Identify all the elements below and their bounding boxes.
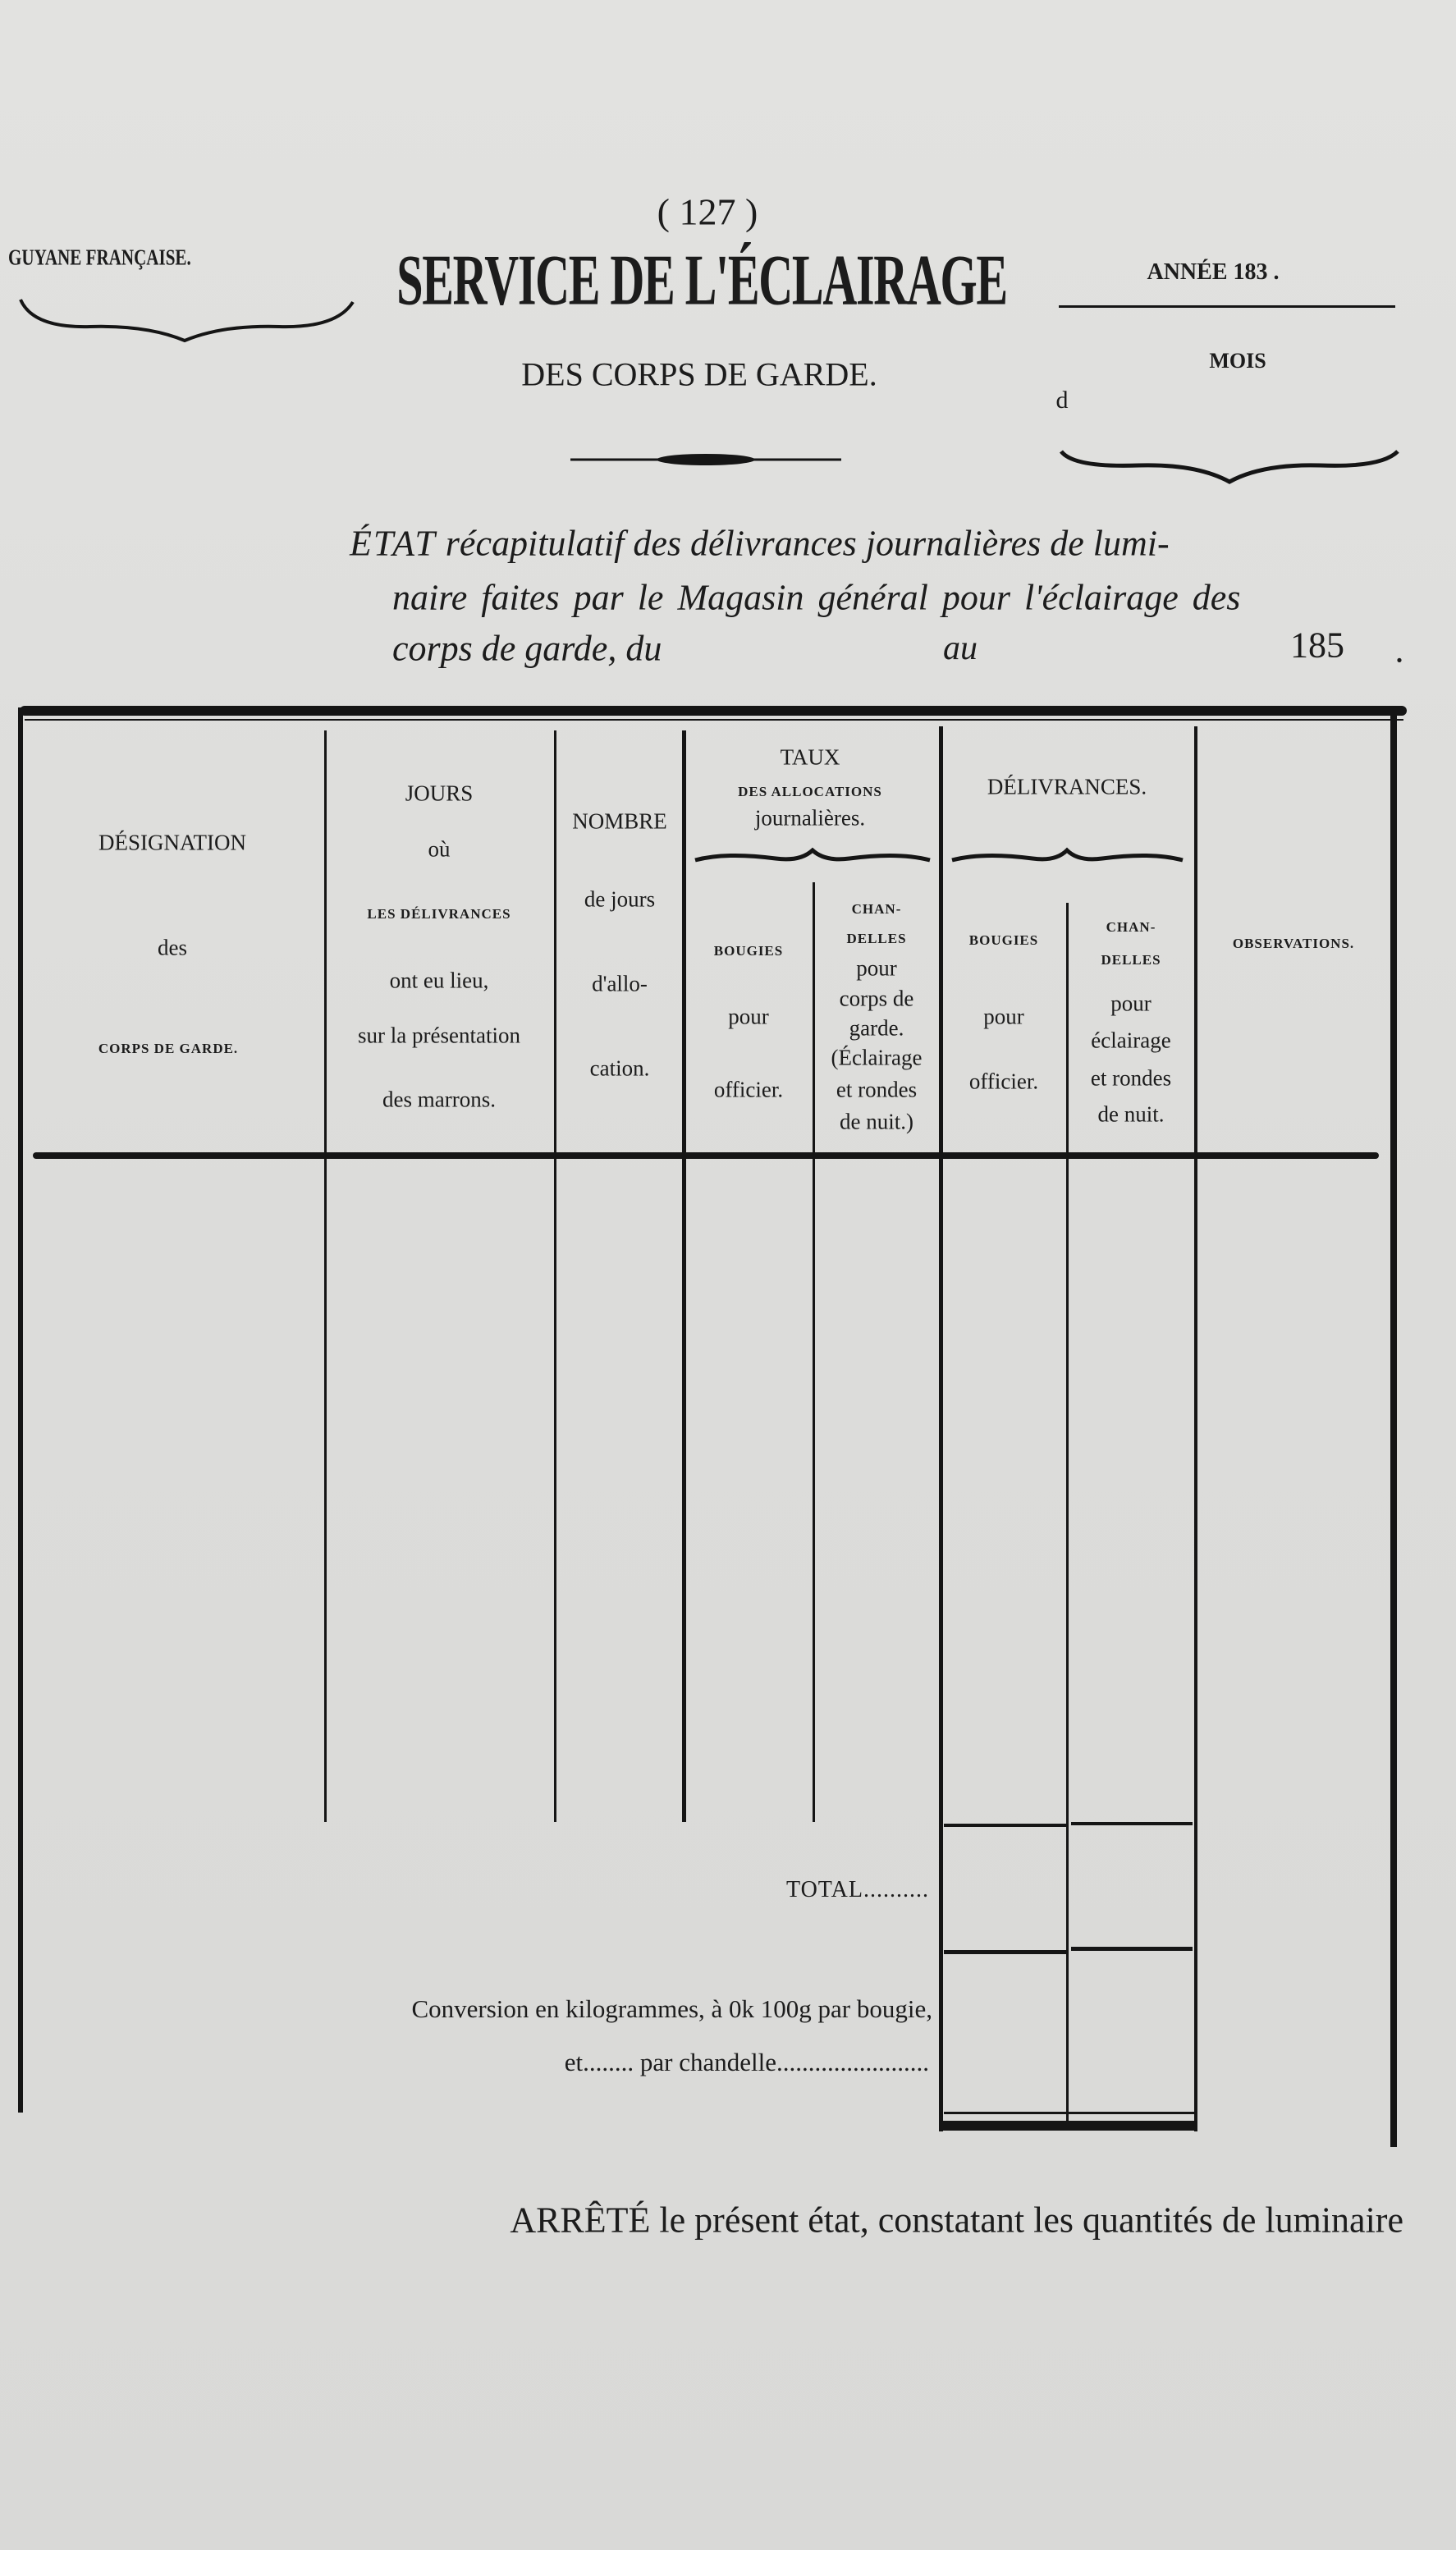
arrete-line: ARRÊTÉ le présent état, constatant les quantités de luminaire (510, 2200, 1403, 2241)
col-divider-1 (324, 730, 327, 1822)
intro-line-1: ÉTAT récapitulatif des délivrances journalières de lumi- (350, 523, 1170, 564)
header-deliv-chan-eclairage: éclairage (1091, 1028, 1171, 1053)
conversion-rule-2 (1071, 1947, 1193, 1951)
header-jours-marrons: des marrons. (382, 1087, 496, 1112)
col-divider-taux-sub (813, 882, 815, 1822)
table-top-thin-rule (25, 719, 1403, 721)
page-subtitle: DES CORPS DE GARDE. (521, 355, 877, 393)
ornament-brace-right (1057, 447, 1402, 488)
header-bottom-rule (33, 1152, 1379, 1159)
total-rule-2 (1071, 1822, 1193, 1825)
ornament-rule-center (570, 447, 841, 472)
header-observations: OBSERVATIONS. (1232, 936, 1355, 951)
header-deliv-chan: CHAN- (1106, 919, 1156, 935)
conversion-line-1: Conversion en kilogrammes, à 0k 100g par bougie, (411, 1994, 932, 2023)
ornament-brace-delivrances (950, 845, 1184, 870)
header-jours-presentation: sur la présentation (358, 1023, 520, 1048)
page-title: SERVICE DE L'ÉCLAIRAGE (396, 240, 1007, 321)
header-taux-chan: CHAN- (851, 901, 902, 917)
header-deliv-chan-nuit: de nuit. (1097, 1101, 1165, 1127)
header-deliv-delles: DELLES (1101, 952, 1161, 968)
year-underline (1059, 305, 1395, 308)
table-right-border (1390, 707, 1397, 2147)
header-taux-bougies-officier: officier. (713, 1077, 784, 1102)
header-jours-ou: où (428, 836, 451, 862)
col-divider-5 (1194, 726, 1197, 2131)
bottom-thin-rule (944, 2112, 1197, 2114)
header-designation: DÉSIGNATION (98, 830, 246, 855)
header-deliv-chan-rondes: et rondes (1090, 1065, 1172, 1091)
page-number: ( 127 ) (657, 190, 758, 233)
header-taux-bougies: BOUGIES (713, 943, 784, 959)
header-jours-delivrances: LES DÉLIVRANCES (367, 906, 511, 922)
header-taux-allocations: DES ALLOCATIONS (738, 784, 882, 799)
header-deliv-chan-pour: pour (1110, 991, 1152, 1016)
intro-period: . (1394, 629, 1404, 671)
header-taux-chan-rondes: et rondes (836, 1077, 918, 1102)
intro-line-2: naire faites par le Magasin général pour l'éclairage des (392, 577, 1241, 618)
intro-year: 185 (1290, 625, 1344, 666)
month-label: MOIS (1209, 349, 1266, 373)
col-divider-deliv-sub (1066, 903, 1069, 2122)
header-taux-bougies-pour: pour (728, 1004, 769, 1029)
header-nombre-allo: d'allo- (592, 971, 648, 996)
year-label: ANNÉE 183 . (1147, 259, 1280, 285)
total-label: TOTAL.......... (785, 1877, 929, 1902)
ornament-brace-taux (694, 845, 932, 870)
table-left-border (18, 707, 23, 2113)
header-deliv-bougies-pour: pour (983, 1004, 1024, 1029)
header-taux-chan-nuit: de nuit.) (840, 1109, 913, 1134)
header-designation-des: des (158, 935, 187, 960)
header-taux-chan-garde: garde. (849, 1015, 904, 1041)
header-nombre-jours: de jours (584, 886, 656, 912)
header-taux-chan-pour: pour (856, 955, 897, 981)
header-jours-lieu: ont eu lieu, (389, 968, 489, 993)
header-jours: JOURS (405, 781, 474, 806)
col-divider-4 (939, 726, 943, 2131)
conversion-rule-1 (944, 1950, 1067, 1954)
header-taux-delles: DELLES (846, 931, 907, 946)
header-taux-journalieres: journalières. (754, 805, 866, 831)
header-designation-corps: CORPS DE GARDE. (98, 1041, 239, 1056)
header-delivrances: DÉLIVRANCES. (987, 774, 1147, 799)
header-taux-chan-corps: corps de (839, 986, 914, 1011)
table-top-rule (20, 706, 1407, 716)
bottom-thick-rule (941, 2121, 1197, 2131)
header-taux: TAUX (780, 744, 840, 770)
conversion-line-2: et........ par chandelle........................ (564, 2048, 929, 2076)
intro-line-3-start: corps de garde, du (392, 628, 662, 669)
header-deliv-bougies-officier: officier. (968, 1069, 1039, 1094)
header-nombre: NOMBRE (572, 808, 667, 834)
day-mark: d (1055, 387, 1069, 414)
header-nombre-cation: cation. (589, 1055, 650, 1081)
intro-line-3-au: au (943, 629, 978, 667)
total-rule-1 (944, 1824, 1067, 1827)
header-taux-chan-eclairage: (Éclairage (831, 1045, 923, 1070)
col-divider-2 (554, 730, 556, 1822)
colony-label: GUYANE FRANÇAISE. (8, 245, 191, 270)
header-deliv-bougies: BOUGIES (968, 932, 1039, 948)
col-divider-3 (682, 730, 686, 1822)
